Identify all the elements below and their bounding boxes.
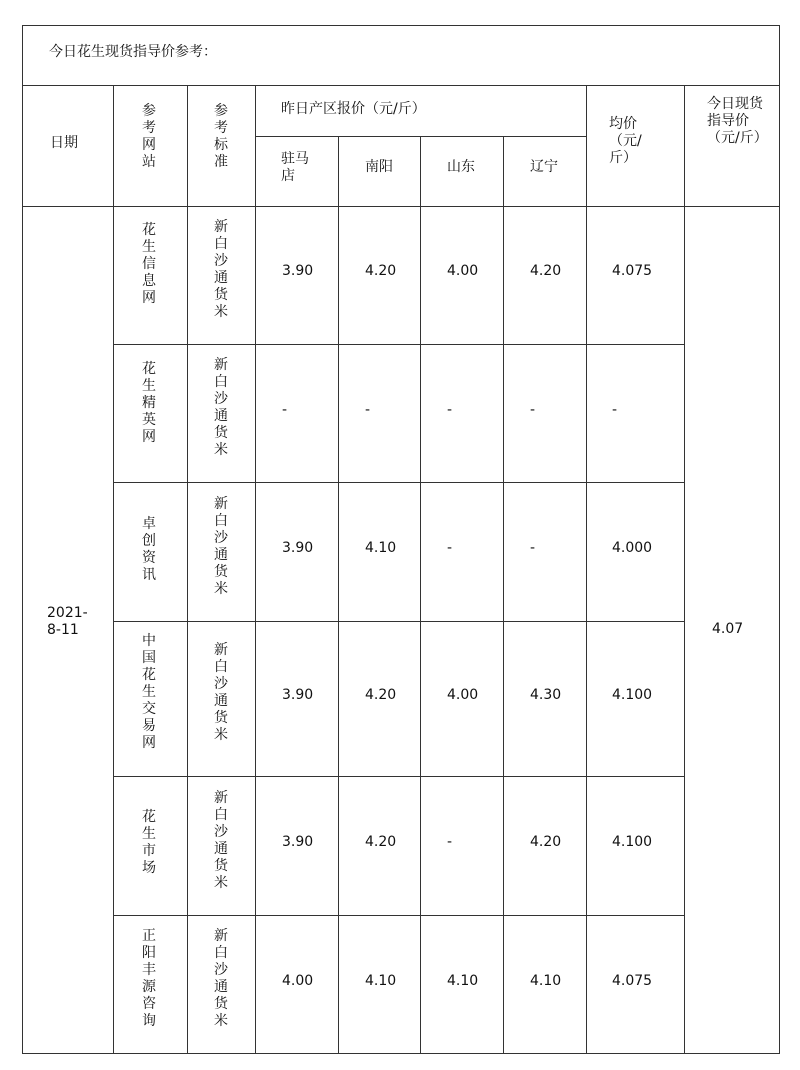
guide-value: 4.07 (712, 621, 744, 637)
row-divider (113, 776, 685, 777)
header-bottom-line (22, 206, 780, 207)
row-standard: 新白沙通货米 (214, 496, 228, 597)
col-divider-site (113, 86, 114, 1054)
col-divider-standard (187, 86, 188, 1054)
col-divider-guide (684, 86, 685, 1054)
col-divider-zmd (255, 86, 256, 1054)
row-sd: 4.10 (447, 973, 479, 989)
row-avg: 4.100 (612, 834, 653, 850)
row-avg: 4.075 (612, 263, 653, 279)
row-ny: 4.10 (365, 540, 397, 556)
row-ny: 4.20 (365, 263, 397, 279)
header-avg: 均价（元/斤） (609, 116, 642, 166)
row-ny: 4.10 (365, 973, 397, 989)
row-ny: - (365, 402, 371, 418)
row-zmd: 4.00 (282, 973, 314, 989)
header-date: 日期 (50, 135, 78, 151)
header-standard: 参考标准 (214, 103, 228, 170)
row-ln: 4.20 (530, 834, 562, 850)
row-site: 卓创资讯 (142, 516, 156, 583)
row-divider (113, 621, 685, 622)
date-value: 2021-8-11 (47, 605, 88, 638)
row-sd: - (447, 402, 453, 418)
row-ny: 4.20 (365, 687, 397, 703)
col-divider-avg (586, 86, 587, 1054)
col-divider-sd (420, 136, 421, 1054)
row-avg: 4.000 (612, 540, 653, 556)
header-region-ny: 南阳 (365, 159, 393, 175)
header-region-sd: 山东 (447, 159, 475, 175)
row-divider (113, 344, 685, 345)
header-region-zmd: 驻马店 (281, 151, 309, 184)
row-ln: 4.30 (530, 687, 562, 703)
row-ny: 4.20 (365, 834, 397, 850)
row-standard: 新白沙通货米 (214, 357, 228, 458)
col-divider-ny (338, 136, 339, 1054)
row-standard: 新白沙通货米 (214, 642, 228, 743)
table-title: 今日花生现货指导价参考： (22, 25, 780, 86)
row-zmd: 3.90 (282, 263, 314, 279)
row-site: 花生市场 (142, 809, 156, 876)
row-sd: 4.00 (447, 687, 479, 703)
header-region-ln: 辽宁 (530, 159, 558, 175)
row-ln: 4.10 (530, 973, 562, 989)
row-ln: - (530, 402, 536, 418)
col-divider-ln (503, 136, 504, 1054)
row-standard: 新白沙通货米 (214, 790, 228, 891)
row-zmd: - (282, 402, 288, 418)
row-sd: - (447, 540, 453, 556)
row-ln: - (530, 540, 536, 556)
row-avg: 4.075 (612, 973, 653, 989)
row-ln: 4.20 (530, 263, 562, 279)
row-zmd: 3.90 (282, 834, 314, 850)
row-avg: - (612, 402, 618, 418)
header-guide: 今日现货指导价（元/斤） (707, 96, 768, 146)
row-avg: 4.100 (612, 687, 653, 703)
row-sd: - (447, 834, 453, 850)
row-divider (113, 482, 685, 483)
row-site: 花生精英网 (142, 361, 156, 445)
row-standard: 新白沙通货米 (214, 219, 228, 320)
row-site: 中国花生交易网 (142, 633, 156, 751)
row-site: 花生信息网 (142, 222, 156, 306)
row-site: 正阳丰源咨询 (142, 928, 156, 1029)
table-frame (22, 25, 780, 1054)
group-header-divider (255, 136, 586, 137)
header-site: 参考网站 (142, 103, 156, 170)
row-divider (113, 915, 685, 916)
row-zmd: 3.90 (282, 687, 314, 703)
row-standard: 新白沙通货米 (214, 928, 228, 1029)
header-price-group: 昨日产区报价（元/斤） (281, 101, 426, 117)
row-sd: 4.00 (447, 263, 479, 279)
row-zmd: 3.90 (282, 540, 314, 556)
